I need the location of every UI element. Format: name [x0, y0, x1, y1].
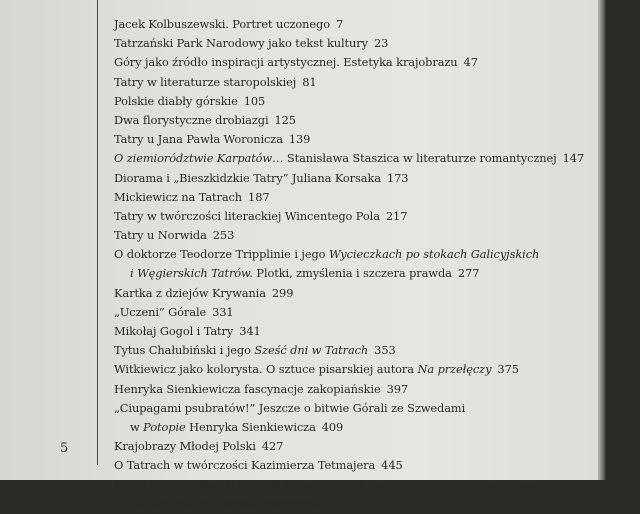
toc-entry-text: Góry jako źródło inspiracji artystycznej. Estetyka krajobrazu — [114, 55, 458, 70]
toc-entry-text: Potopie — [143, 419, 186, 434]
toc-entry-page: 105 — [243, 93, 266, 108]
toc-entry-text: Tatry u Jana Pawła Woronicza — [114, 132, 283, 147]
toc-entry-text: Sześć dni w Tatrach — [254, 343, 369, 358]
toc-entry-text: Stanisława Staszica w literaturze romantycznej — [283, 151, 557, 166]
toc-entry-text: Krajobrazy Młodej Polski — [114, 439, 256, 454]
toc-entry-page: 445 — [381, 458, 403, 473]
toc-entry-page: 409 — [321, 419, 344, 434]
toc-entry-page: 341 — [239, 324, 261, 338]
toc-entry-text: „Ciupagami psubratów!” Jeszcze o bitwie Górali ze Szwedami — [114, 400, 466, 415]
toc-entry — [114, 437, 594, 456]
toc-entry-text: Tatry w twórczości literackiej Wincentego Pola — [114, 208, 380, 223]
toc-entry-page: 147 — [562, 151, 585, 166]
toc-entry-text: O ziemiorództwie Karpatów… — [114, 151, 284, 166]
vertical-rule — [97, 0, 98, 465]
toc-entry-text: Henryka Sienkiewicza — [185, 419, 316, 434]
toc-entry-page: 81 — [302, 74, 317, 89]
toc-entry-text: Polskie diabły górskie — [114, 93, 238, 108]
toc-entry-text: . Próba interpretacji — [216, 496, 332, 511]
toc-entry-page: 299 — [271, 285, 294, 300]
toc-entry-page: 139 — [288, 132, 311, 147]
toc-entry-page: 427 — [261, 439, 284, 454]
toc-entry — [114, 149, 594, 168]
toc-entry-text: i Węgierskich Tatrów. — [130, 266, 253, 281]
toc-entry-page: 397 — [386, 381, 409, 396]
toc-entry-text: Tatrzański Park Narodowy jako tekst kultury — [114, 36, 368, 51]
toc-entry — [114, 495, 594, 514]
toc-entry-page: 187 — [248, 189, 270, 204]
toc-entry-text: Kartka z dziejów Krywania — [114, 285, 266, 300]
toc-entry-page: 375 — [497, 362, 519, 377]
toc-entry-text: Jacek Kolbuszewski. Portret uczonego — [114, 17, 330, 31]
toc-entry — [114, 456, 594, 475]
toc-entry-text: Gąsienicowym) — [130, 496, 217, 511]
toc-entry-text: Kazimierz Przerwa-Tetmajer: — [114, 477, 283, 492]
toc-entry-text: Tytus Chałubiński i jego — [114, 343, 255, 358]
toc-entry-text: Plotki, zmyślenia i szczera prawda — [252, 266, 452, 281]
toc-entry-page: 253 — [212, 228, 235, 243]
toc-entry — [114, 111, 594, 130]
toc-entry — [114, 34, 594, 53]
table-of-contents — [114, 15, 594, 514]
toc-entry — [114, 169, 594, 188]
toc-entry-page: 469 — [337, 496, 359, 511]
toc-entry-page: 173 — [386, 170, 409, 185]
toc-entry — [114, 360, 594, 379]
toc-entry — [114, 207, 594, 226]
toc-entry-text: Witkiewicz jako kolorysta. O sztuce pisarskiej autora — [114, 362, 418, 377]
toc-entry — [114, 226, 594, 245]
toc-entry-text: Melodia mgieł nocnych (Nad Czarnym Stawem — [282, 477, 550, 492]
toc-entry — [114, 380, 594, 399]
toc-entry-text: Diorama i „Bieszkidzkie Tatry” Juliana Korsaka — [114, 170, 381, 185]
toc-entry-page: 331 — [212, 304, 234, 319]
toc-entry-text: Mickiewicz na Tatrach — [114, 189, 243, 204]
toc-entry — [114, 92, 594, 111]
page-edge-shadow — [598, 0, 606, 480]
toc-entry-text: Tatry u Norwida — [114, 228, 207, 243]
toc-entry-page: 125 — [274, 112, 296, 127]
toc-entry-page: 217 — [385, 208, 408, 223]
toc-entry — [114, 476, 594, 495]
toc-entry — [114, 303, 594, 322]
toc-entry — [114, 15, 594, 34]
page-number: 5 — [60, 441, 69, 456]
toc-entry — [114, 341, 594, 360]
toc-entry-text: O doktorze Teodorze Tripplinie i jego — [114, 247, 329, 262]
toc-entry — [114, 73, 594, 92]
toc-entry — [114, 264, 594, 283]
toc-entry-text: Tatry w literaturze staropolskiej — [114, 74, 297, 89]
toc-entry — [114, 130, 594, 149]
toc-entry-page: 47 — [463, 55, 478, 70]
toc-entry-text: „Uczeni” Górale — [114, 304, 207, 319]
toc-entry-page: 23 — [373, 36, 389, 51]
toc-entry — [114, 322, 594, 341]
toc-entry — [114, 53, 594, 72]
toc-entry-text: w — [130, 419, 144, 434]
toc-entry — [114, 284, 594, 303]
toc-entry-page: 7 — [335, 17, 344, 31]
toc-entry-text: Na przełęczy — [417, 362, 492, 377]
toc-entry-page: 277 — [457, 266, 480, 281]
toc-entry-text: Henryka Sienkiewicza fascynacje zakopiańskie — [114, 381, 381, 396]
toc-entry — [114, 188, 594, 207]
toc-entry-text: Wycieczkach po stokach Galicyjskich — [328, 247, 540, 262]
toc-entry — [114, 399, 594, 418]
toc-entry-text: O Tatrach w twórczości Kazimierza Tetmajera — [114, 458, 376, 473]
toc-entry-page: 353 — [374, 343, 396, 358]
toc-entry — [114, 245, 594, 264]
toc-entry — [114, 418, 594, 437]
toc-entry-text: Mikołaj Gogol i Tatry — [114, 324, 234, 338]
toc-entry-text: Dwa florystyczne drobiazgi — [114, 112, 269, 127]
